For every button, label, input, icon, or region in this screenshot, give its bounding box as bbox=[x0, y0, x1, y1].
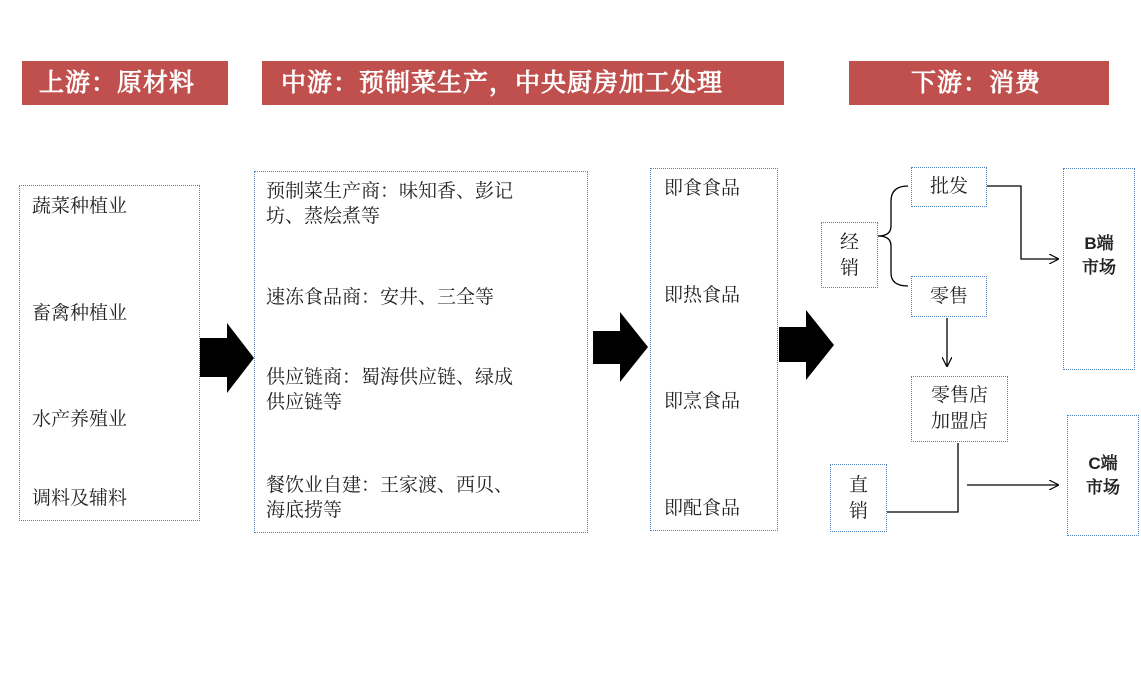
wholesale-label: 批发 bbox=[929, 175, 968, 197]
producer-line-1: 预制菜生产商：味知香、彭记 bbox=[266, 180, 514, 202]
product-item: 即配食品 bbox=[664, 497, 741, 519]
direct-sales-line-1: 直 bbox=[848, 474, 868, 496]
c-market-line-2: 市场 bbox=[1086, 478, 1120, 497]
c-market-line-1: C端 bbox=[1088, 454, 1118, 473]
header-downstream-label: 下游：消费 bbox=[911, 68, 1042, 97]
midstream-box bbox=[254, 171, 588, 533]
distribution-line-2: 销 bbox=[839, 257, 859, 279]
supply-chain-line-2: 供应链等 bbox=[266, 391, 343, 413]
c-market-node bbox=[1067, 415, 1139, 536]
stores-node bbox=[911, 376, 1008, 442]
stores-to-direct-line bbox=[886, 443, 958, 512]
product-types-box bbox=[650, 168, 778, 531]
flow-arrow-3 bbox=[779, 310, 834, 380]
flow-arrow-1 bbox=[199, 323, 254, 393]
direct-sales-node bbox=[830, 464, 887, 532]
frozen-food-line: 速冻食品商：安井、三全等 bbox=[266, 286, 495, 308]
upstream-item: 畜禽种植业 bbox=[32, 302, 128, 324]
stores-line-2: 加盟店 bbox=[930, 410, 988, 432]
stores-line-1: 零售店 bbox=[930, 384, 988, 406]
upstream-box bbox=[19, 185, 200, 521]
catering-line-2: 海底捞等 bbox=[266, 499, 343, 521]
header-upstream-label: 上游：原材料 bbox=[39, 68, 196, 97]
distribution-brace bbox=[878, 186, 908, 286]
direct-sales-line-2: 销 bbox=[848, 500, 868, 522]
retail-node bbox=[911, 276, 987, 317]
upstream-item: 蔬菜种植业 bbox=[32, 195, 128, 217]
supply-chain-line-1: 供应链商：蜀海供应链、绿成 bbox=[266, 366, 514, 388]
b-market-line-1: B端 bbox=[1084, 234, 1114, 253]
product-item: 即食食品 bbox=[664, 177, 741, 199]
product-item: 即热食品 bbox=[664, 284, 741, 306]
catering-line-1: 餐饮业自建：王家渡、西贝、 bbox=[266, 474, 514, 496]
producer-line-2: 坊、蒸烩煮等 bbox=[266, 205, 381, 227]
header-midstream-label: 中游：预制菜生产，中央厨房加工处理 bbox=[281, 68, 724, 97]
product-item: 即烹食品 bbox=[664, 390, 741, 412]
flow-arrow-2 bbox=[593, 312, 648, 382]
b-market-line-2: 市场 bbox=[1082, 258, 1116, 277]
upstream-item: 水产养殖业 bbox=[32, 408, 128, 430]
wholesale-to-b-arrow bbox=[987, 186, 1058, 259]
wholesale-node bbox=[911, 167, 987, 207]
distribution-node bbox=[821, 222, 878, 288]
distribution-line-1: 经 bbox=[839, 231, 859, 253]
b-market-node bbox=[1063, 168, 1135, 370]
upstream-item: 调料及辅料 bbox=[32, 487, 128, 509]
retail-label: 零售 bbox=[929, 285, 968, 307]
